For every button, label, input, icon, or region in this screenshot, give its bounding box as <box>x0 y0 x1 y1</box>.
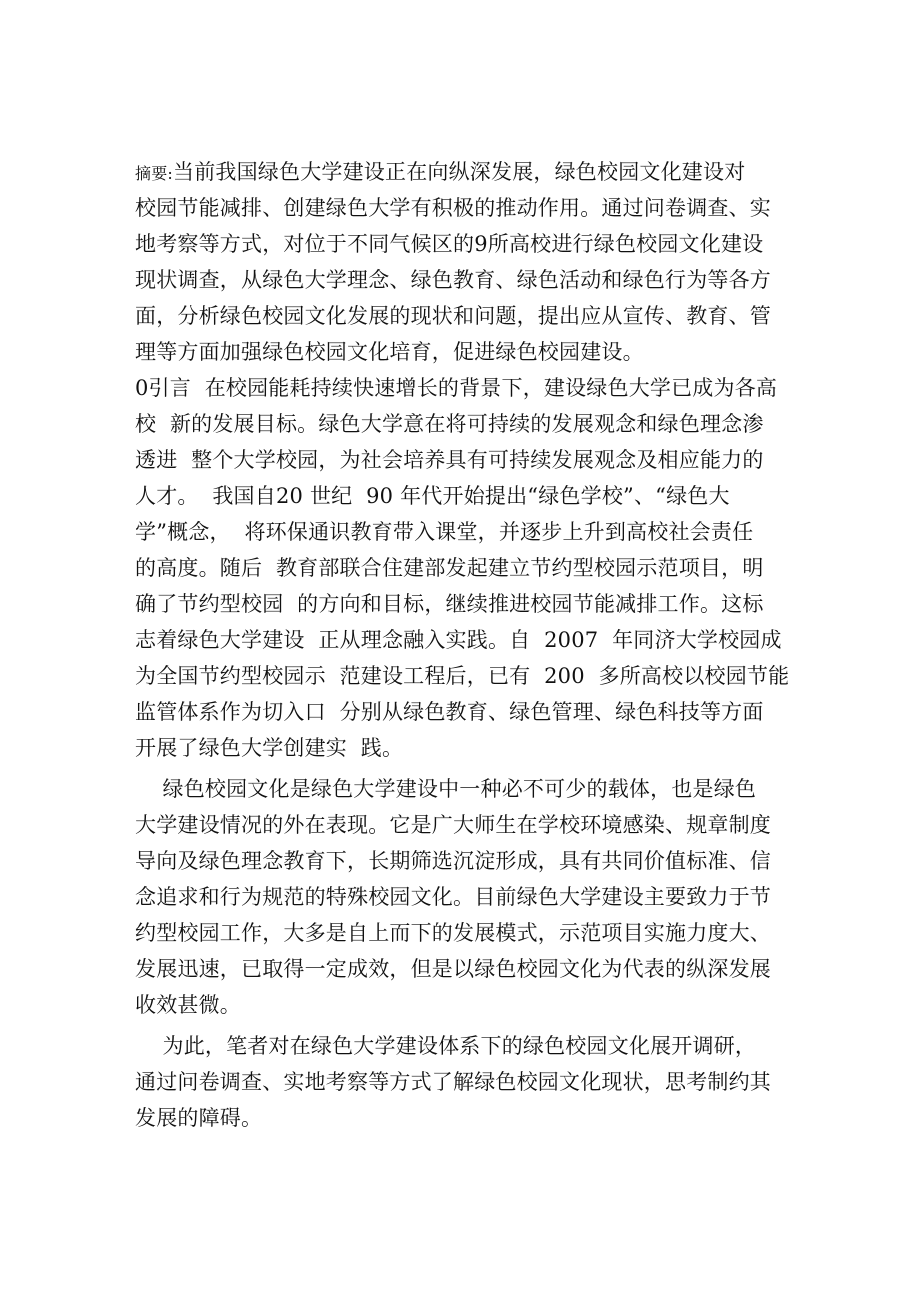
document-page <box>135 154 815 1136</box>
text-line: 校 新的发展目标。绿色大学意在将可持续的发展观念和绿色理念渗 <box>135 412 764 436</box>
body-paragraph-2 <box>135 771 815 1023</box>
text-line: 导向及绿色理念教育下，长期筛选沉淀形成，具有共同价值标准、信 <box>135 849 771 873</box>
text-line: 发展的障碍。 <box>135 1106 263 1130</box>
abstract-paragraph <box>135 154 815 370</box>
abstract-line <box>135 154 815 190</box>
text-line: 人才。 我国自20 世纪 90 年代开始提出“绿色学校”、“绿色大 <box>135 484 730 508</box>
body-paragraph-3 <box>135 1028 815 1136</box>
text-line: 透进 整个大学校园，为社会培养具有可持续发展观念及相应能力的 <box>135 448 764 472</box>
text-line: 的高度。随后 教育部联合住建部发起建立节约型校园示范项目，明 <box>135 556 764 580</box>
text-line: 绿色校园文化是绿色大学建设中一种必不可少的载体，也是绿色 <box>135 777 757 801</box>
abstract-line: 理等方面加强绿色校园文化培育，促进绿色校园建设。 <box>135 340 644 364</box>
text-line: 收效甚微。 <box>135 993 241 1017</box>
text-line: 通过问卷调查、实地考察等方式了解绿色校园文化现状，思考制约其 <box>135 1070 771 1094</box>
abstract-line: 地考察等方式，对位于不同气候区的9所高校进行绿色校园文化建设 <box>135 232 764 256</box>
text-line: 学”概念， 将环保通识教育带入课堂，并逐步上升到高校社会责任 <box>135 520 754 544</box>
abstract-line: 现状调查，从绿色大学理念、绿色教育、绿色活动和绿色行为等各方 <box>135 268 771 292</box>
text-line: 约型校园工作，大多是自上而下的发展模式，示范项目实施力度大、 <box>135 921 771 945</box>
text-line: 为此，笔者对在绿色大学建设体系下的绿色校园文化展开调研， <box>135 1034 757 1058</box>
abstract-text: 当前我国绿色大学建设正在向纵深发展，绿色校园文化建设对 <box>173 160 746 184</box>
abstract-line: 校园节能减排、创建绿色大学有积极的推动作用。通过问卷调查、实 <box>135 196 771 220</box>
text-line: 确了节约型校园 的方向和目标，继续推进校园节能减排工作。这标 <box>135 592 764 616</box>
text-line: 开展了绿色大学创建实 践。 <box>135 736 404 760</box>
text-line: 志着绿色大学建设 正从理念融入实践。自 2007 年同济大学校园成 <box>135 628 782 652</box>
text-line: 为全国节约型校园示 范建设工程后，已有 200 多所高校以校园节能 <box>135 664 790 688</box>
text-line: 大学建设情况的外在表现。它是广大师生在学校环境感染、规章制度 <box>135 813 771 837</box>
intro-paragraph <box>135 370 815 766</box>
text-line: 发展迅速，已取得一定成效，但是以绿色校园文化为代表的纵深发展 <box>135 957 771 981</box>
abstract-line: 面，分析绿色校园文化发展的现状和问题，提出应从宣传、教育、管 <box>135 304 771 328</box>
text-line: 念追求和行为规范的特殊校园文化。目前绿色大学建设主要致力于节 <box>135 885 771 909</box>
text-line: 0引言 在校园能耗持续快速增长的背景下，建设绿色大学已成为各高 <box>135 376 778 400</box>
abstract-label: 摘要: <box>135 164 173 183</box>
text-line: 监管体系作为切入口 分别从绿色教育、绿色管理、绿色科技等方面 <box>135 700 764 724</box>
